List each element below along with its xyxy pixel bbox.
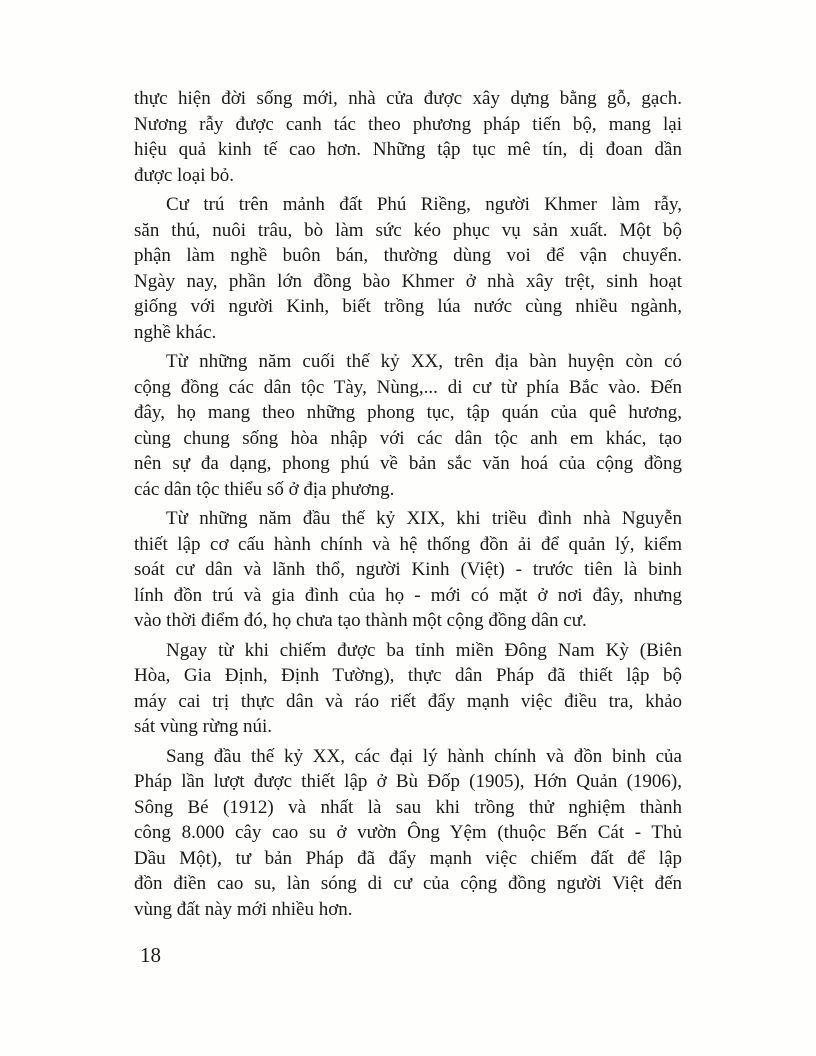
text-line: thực hiện đời sống mới, nhà cửa được xây dựng bằng gỗ, gạch. [134,88,682,109]
text-block [134,86,682,926]
page-number: 18 [140,943,161,967]
paragraph [134,638,682,740]
text-line: thiết lập cơ cấu hành chính và hệ thống đồn ải để quản lý, kiểm [134,533,682,555]
text-line: soát cư dân và lãnh thổ, người Kinh (Việt) - trước tiên là binh [134,559,682,580]
text-line: Nương rẫy được canh tác theo phương pháp tiến bộ, mang lại [134,113,682,135]
text-line: các dân tộc thiểu số ở địa phương. [134,478,395,500]
text-line: Cư trú trên mảnh đất Phú Riềng, người Khmer làm rẫy, [166,194,682,215]
text-line: săn thú, nuôi trâu, bò làm sức kéo phục vụ sản xuất. Một bộ [134,219,682,241]
text-line: Từ những năm cuối thế kỷ XX, trên địa bàn huyện còn có [166,351,682,372]
text-line: hiệu quả kinh tế cao hơn. Những tập tục mê tín, dị đoan dần [134,139,682,160]
text-line: giống với người Kinh, biết trồng lúa nước cùng nhiều ngành, [134,296,682,317]
paragraph [134,744,682,923]
paragraph [134,86,682,188]
text-line: đây, họ mang theo những phong tục, tập quán của quê hương, [134,402,682,423]
text-line: Pháp lần lượt được thiết lập ở Bù Đốp (1905), Hớn Quản (1906), [134,771,682,792]
text-line: được loại bỏ. [134,164,235,186]
paragraph [134,349,682,502]
text-line: nên sự đa dạng, phong phú về bản sắc văn hoá của cộng đồng [134,453,682,474]
text-line: máy cai trị thực dân và ráo riết đẩy mạnh việc điều tra, khảo [134,690,682,712]
text-line: lính đồn trú và gia đình của họ - mới có mặt ở nơi đây, nhưng [134,584,682,606]
text-line: Ngay từ khi chiếm được ba tỉnh miền Đông Nam Kỳ (Biên [166,639,682,661]
text-line: cùng chung sống hòa nhập với các dân tộc anh em khác, tạo [134,427,682,449]
text-line: Từ những năm đầu thế kỷ XIX, khi triều đình nhà Nguyễn [166,508,682,529]
text-line: công 8.000 cây cao su ở vườn Ông Yệm (thuộc Bến Cát - Thủ [134,822,682,843]
text-line: Hòa, Gia Định, Định Tường), thực dân Pháp đã thiết lập bộ [134,665,682,686]
text-line: Ngày nay, phần lớn đồng bào Khmer ở nhà xây trệt, sinh hoạt [134,270,682,292]
text-line: phận làm nghề buôn bán, thường dùng voi để vận chuyển. [134,245,682,266]
text-line: nghề khác. [134,321,217,343]
text-line: cộng đồng các dân tộc Tày, Nùng,... di cư từ phía Bắc vào. Đến [134,376,682,398]
text-line: đồn điền cao su, làn sóng di cư của cộng đồng người Việt đến [134,873,682,894]
text-line: vào thời điểm đó, họ chưa tạo thành một cộng đồng dân cư. [134,610,587,631]
paragraph [134,192,682,345]
paragraph [134,506,682,634]
text-line: Sông Bé (1912) và nhất là sau khi trồng thử nghiệm thành [134,796,682,818]
text-line: sát vùng rừng núi. [134,716,273,737]
text-line: Dầu Một), tư bản Pháp đã đẩy mạnh việc chiếm đất để lập [134,847,682,869]
text-line: vùng đất này mới nhiều hơn. [134,898,353,920]
text-line: Sang đầu thế kỷ XX, các đại lý hành chính và đồn binh của [166,745,682,767]
